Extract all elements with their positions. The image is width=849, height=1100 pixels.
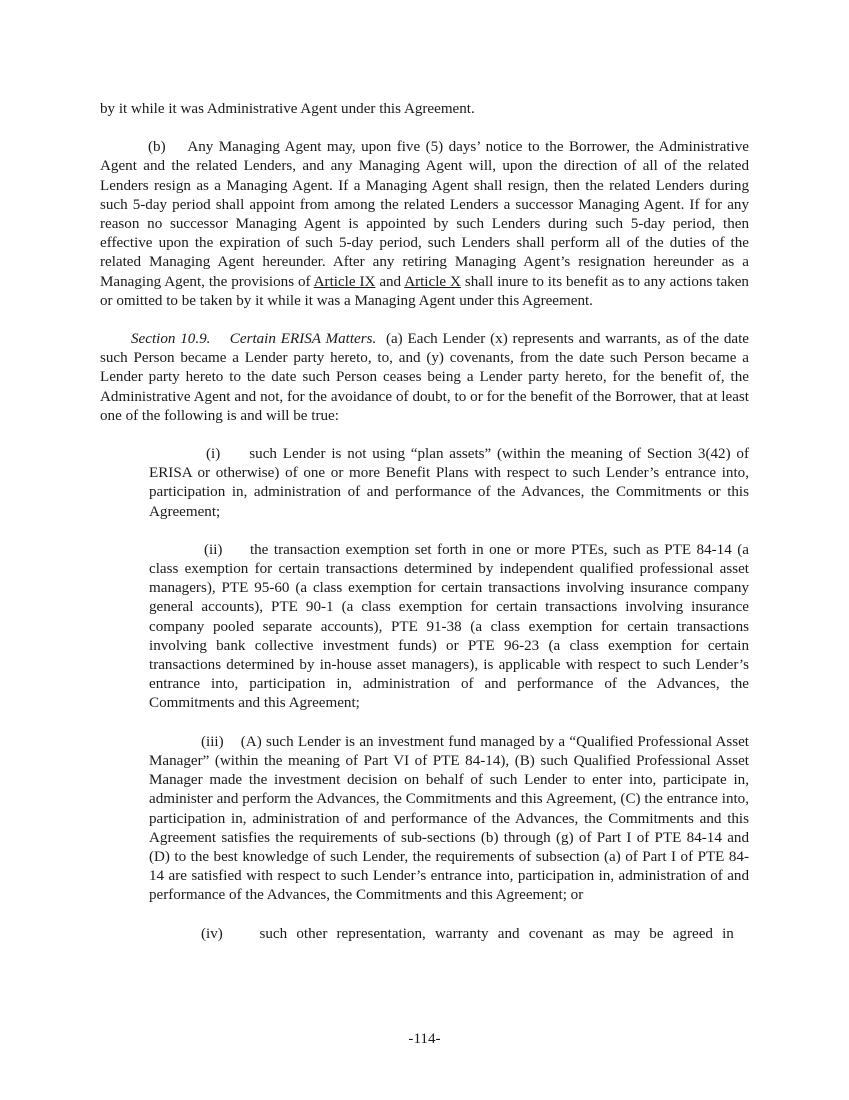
list-item-i xyxy=(149,445,749,522)
section-10-9 xyxy=(100,330,749,426)
conjunction-text: and xyxy=(375,273,405,290)
list-item-label: (iv) xyxy=(201,925,223,942)
article-ix-reference: Article IX xyxy=(313,273,376,290)
list-item-text: (A) such Lender is an investment fund managed by a “Qualified Professional Asset Manager” (within the meaning of Part VI of PTE 84-14), (B) such Qualified Professional Asset Manager made the investment decision on behalf of such Lender to enter into, participate in, administer and perform the Advances, the Commitments and this Agreement, (C) the entrance into, participation in, administration of and performance of the Advances, the Commitments and this Agreement satisfies the requirements of sub-sections (b) through (g) of Part I of PTE 84-14 and (D) to the best knowledge of such Lender, the requirements of subsection (a) of Part I of PTE 84-14 are satisfied with respect to such Lender’s entrance into, participation in, administration of and performance of the Advances, the Commitments and this Agreement; or xyxy=(149,733,750,904)
list-item-text: the transaction exemption set forth in one or more PTEs, such as PTE 84-14 (a class exemption for certain transactions determined by independent qualified professional asset managers), PTE 95-60 (a class exemption for certain transactions involving insurance company general accounts), PTE 90-1 (a class exemption for certain transactions involving insurance company pooled separate accounts), PTE 91-38 (a class exemption for certain transactions involving bank collective investment funds) or PTE 96-23 (a class exemption for certain transactions determined by in-house asset managers), is applicable with respect to such Lender’s entrance into, participation in, administration of and performance of the Advances, the Commitments and this Agreement; xyxy=(149,541,749,712)
list-item-iii xyxy=(149,733,749,906)
section-title: Certain ERISA Matters. xyxy=(229,331,377,348)
paragraph-b-text-end: shall inure to its benefit as to any actions taken or omitted to be taken by it while it was a Managing Agent under this Agreement. xyxy=(100,273,749,309)
article-x-reference: Article X xyxy=(404,273,461,290)
section-number: Section 10.9. xyxy=(131,331,211,348)
list-item-label: (i) xyxy=(206,446,221,463)
section-intro: (a) Each Lender (x) represents and warrants, as of the date such Person became a Lender party hereto, to, and (y) covenants, from the date such Person became a Lender party hereto to the date such Person ceases being a Lender party hereto, for the benefit of, the Administrative Agent and not, for the avoidance of doubt, to or for the benefit of the Borrower, that at least one of the following is and will be true: xyxy=(100,331,750,424)
list-item-text: such Lender is not using “plan assets” (within the meaning of Section 3(42) of ERISA or otherwise) of one or more Benefit Plans with respect to such Lender’s entrance into, participation in, administration of and performance of the Advances, the Commitments or this Agreement; xyxy=(149,446,749,520)
list-item-label: (ii) xyxy=(204,541,223,558)
list-item-iv xyxy=(149,925,749,944)
document-body xyxy=(100,100,749,944)
paragraph-b xyxy=(100,138,749,311)
page-number: -114- xyxy=(408,1031,441,1047)
paragraph-b-label: (b) xyxy=(148,139,166,156)
carryover-paragraph: by it while it was Administrative Agent under this Agreement. xyxy=(100,101,475,117)
paragraph-b-text: Any Managing Agent may, upon five (5) days’ notice to the Borrower, the Administrative Agent and the related Lenders, and any Managing Agent will, upon the direction of all of the related Lenders resign as a Managing Agent. If a Managing Agent shall resign, then the related Lenders during such 5-day period shall appoint from among the related Lenders a successor Managing Agent. If for any reason no successor Managing Agent is appointed by such Lenders during such 5-day period, then effective upon the expiration of such 5-day period, such Lenders shall perform all of the duties of the related Managing Agent hereunder. After any retiring Managing Agent’s resignation hereunder as a Managing Agent, the provisions of xyxy=(100,139,749,290)
list-item-ii xyxy=(149,541,749,714)
list-item-text: such other representation, warranty and covenant as may be agreed in xyxy=(259,925,734,942)
list-item-label: (iii) xyxy=(201,733,224,750)
